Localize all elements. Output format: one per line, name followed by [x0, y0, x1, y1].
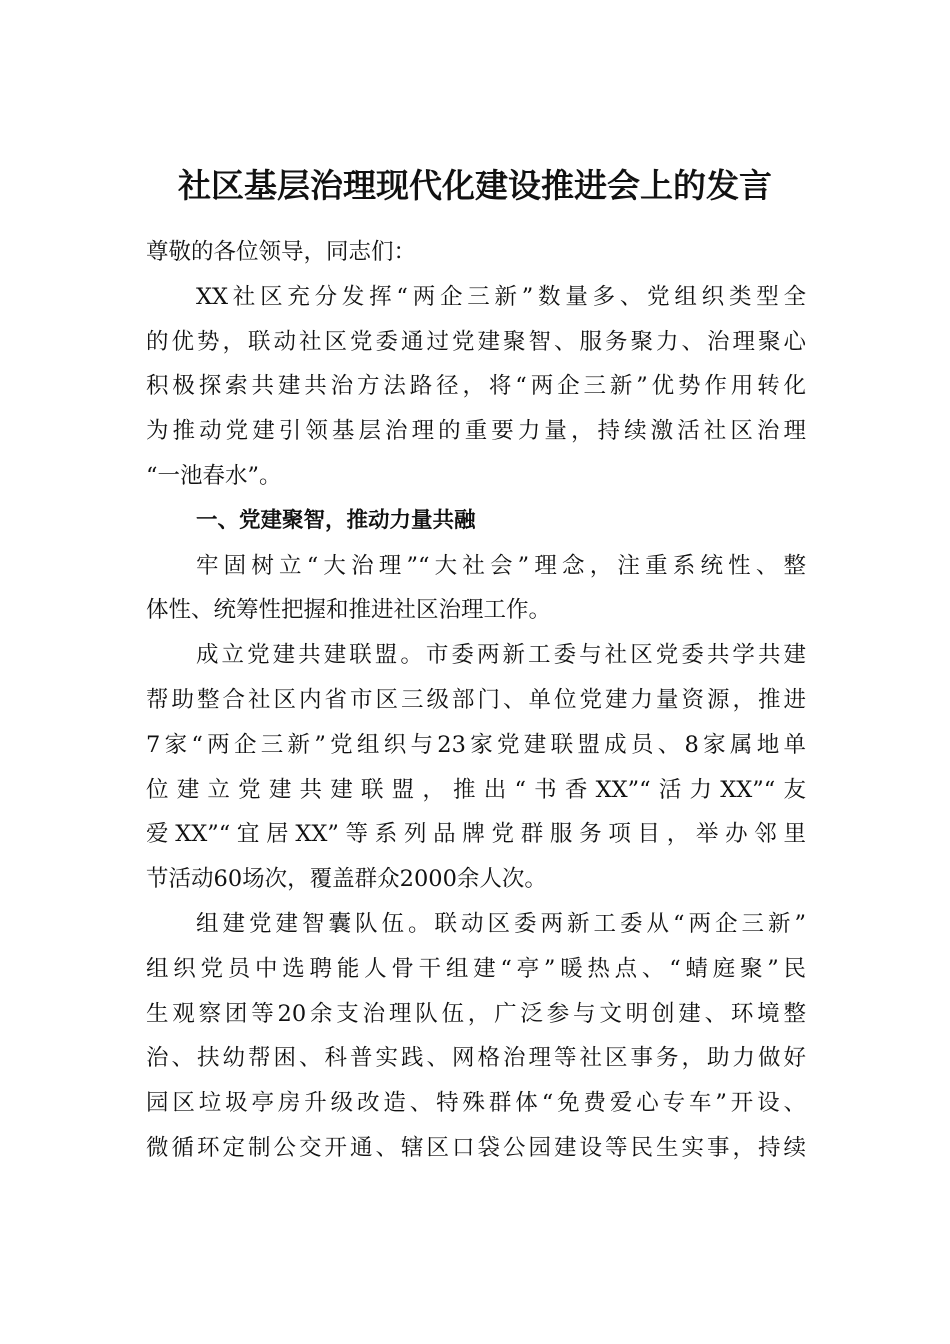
paragraph-line: 组织党员中选聘能人骨干组建“亭”暖热点、“蜻庭聚”民	[146, 955, 806, 982]
paragraph-line: 微循环定制公交开通、辖区口袋公园建设等民生实事，持续	[146, 1134, 806, 1161]
paragraph-line: 爱XX”“宜居XX”等系列品牌党群服务项目，举办邻里	[146, 821, 806, 848]
paragraph-line: 组建党建智囊队伍。联动区委两新工委从“两企三新”	[196, 910, 806, 937]
paragraph-line: 7家“两企三新”党组织与23家党建联盟成员、8家属地单	[146, 731, 806, 758]
paragraph-line: 体性、统筹性把握和推进社区治理工作。	[146, 597, 552, 624]
paragraph-line: 的优势，联动社区党委通过党建聚智、服务聚力、治理聚心	[146, 328, 806, 355]
paragraph-line: XX社区充分发挥“两企三新”数量多、党组织类型全	[196, 283, 806, 310]
paragraph-line: 为推动党建引领基层治理的重要力量，持续激活社区治理	[146, 418, 806, 445]
paragraph-line: “一池春水”。	[146, 462, 282, 489]
salutation-line: 尊敬的各位领导，同志们：	[146, 239, 417, 265]
paragraph-line: 积极探索共建共治方法路径，将“两企三新”优势作用转化	[146, 373, 806, 400]
paragraph-line: 治、扶幼帮困、科普实践、网格治理等社区事务，助力做好	[146, 1045, 806, 1072]
paragraph-line: 位建立党建共建联盟，推出“书香XX”“活力XX”“友	[146, 776, 806, 803]
paragraph-line: 园区垃圾亭房升级改造、特殊群体“免费爱心专车”开设、	[146, 1090, 806, 1117]
document-body	[146, 230, 806, 1171]
paragraph-line: 成立党建共建联盟。市委两新工委与社区党委共学共建	[196, 642, 806, 669]
paragraph-line: 生观察团等20余支治理队伍，广泛参与文明创建、环境整	[146, 1000, 806, 1027]
document-title: 社区基层治理现代化建设推进会上的发言	[178, 166, 772, 205]
paragraph-line: 牢固树立“大治理”“大社会”理念，注重系统性、整	[196, 552, 806, 579]
section-heading: 一、党建聚智，推动力量共融	[196, 507, 476, 533]
paragraph-line: 帮助整合社区内省市区三级部门、单位党建力量资源，推进	[146, 686, 806, 713]
paragraph-line: 节活动60场次，覆盖群众2000余人次。	[146, 866, 547, 893]
